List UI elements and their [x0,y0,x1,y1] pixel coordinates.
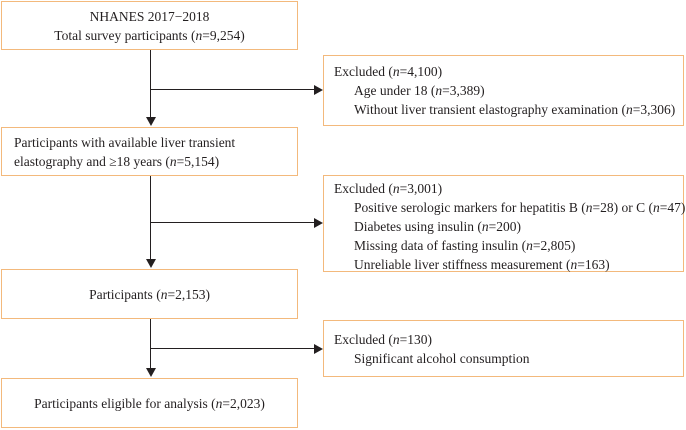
flow-connector [150,176,151,260]
right-arrow-icon [314,218,323,228]
down-arrow-icon [146,368,156,377]
right-arrow-icon [314,344,323,354]
main-box-line: Participants (n=2,153) [89,287,210,302]
flow-connector [150,89,315,90]
flow-connector [150,50,151,118]
exclusion-item: Age under 18 (n=3,389) [354,83,485,98]
main-box-line: Participants eligible for analysis (n=2,023) [34,396,265,411]
exclusion-title: Excluded (n=3,001) [334,181,443,196]
main-box-line: Participants with available liver transient [14,135,236,150]
exclusion-title: Excluded (n=4,100) [334,64,443,79]
main-box-eligible-participants [1,378,298,428]
exclusion-item: Significant alcohol consumption [354,351,530,366]
down-arrow-icon [146,117,156,126]
main-box-line: NHANES 2017−2018 [89,9,210,24]
exclusion-box-3 [323,320,684,377]
main-box-elastography-participants [1,127,298,176]
main-box-line: elastography and ≥18 years (n=5,154) [14,154,220,169]
exclusion-item: Missing data of fasting insulin (n=2,805) [354,238,576,253]
exclusion-box-1 [323,55,684,126]
flow-connector [150,348,315,349]
main-box-total-participants [1,1,298,50]
flow-connector [150,319,151,369]
right-arrow-icon [314,85,323,95]
exclusion-item: Without liver transient elastography examination (n=3,306) [354,102,676,117]
main-box-participants [1,269,298,319]
exclusion-item: Positive serologic markers for hepatitis B (n=28) or C (n=47) [354,200,686,215]
exclusion-box-2 [323,175,684,272]
main-box-line: Total survey participants (n=9,254) [54,28,245,43]
exclusion-title: Excluded (n=130) [334,332,432,347]
exclusion-item: Diabetes using insulin (n=200) [354,219,521,234]
flow-connector [150,222,315,223]
exclusion-item: Unreliable liver stiffness measurement (n=163) [354,257,610,272]
down-arrow-icon [146,259,156,268]
